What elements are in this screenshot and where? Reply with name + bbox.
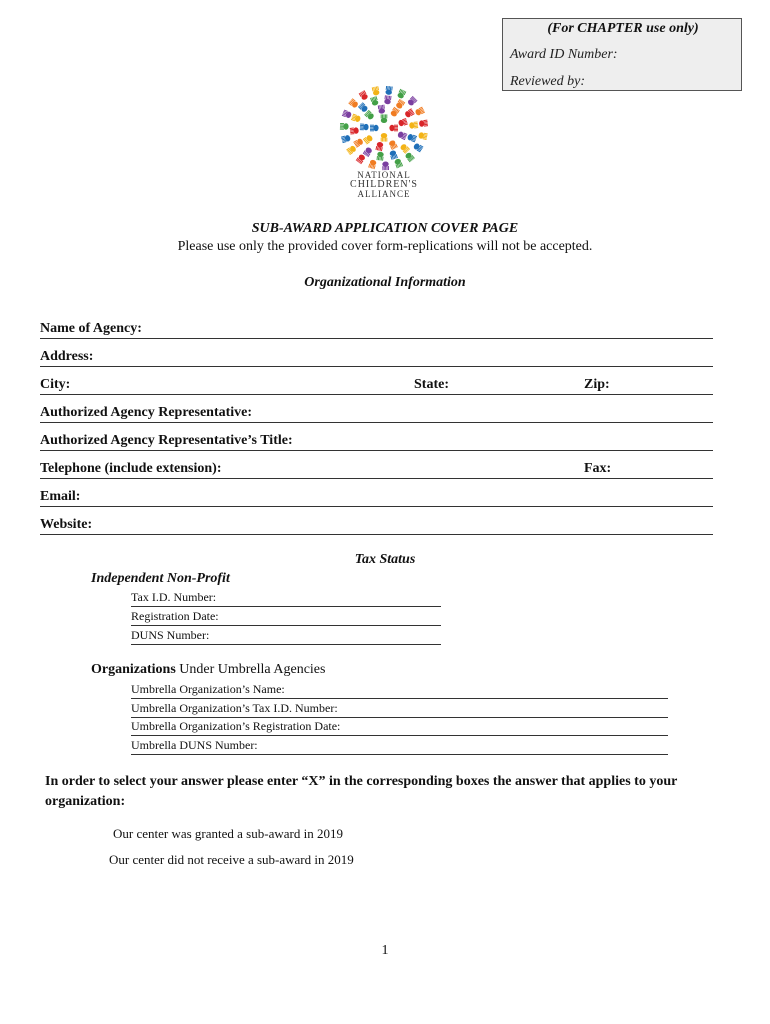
chapter-use-box (502, 18, 742, 91)
auth-rep-title-label: Authorized Agency Representative’s Title: (40, 433, 293, 448)
hand-icon (358, 102, 369, 113)
hand-icon (407, 96, 418, 107)
tax-status-heading: Tax Status (354, 552, 416, 567)
auth-rep-field[interactable] (40, 396, 713, 423)
nonprofit-heading: Independent Non-Profit (91, 571, 230, 586)
agency-name-label: Name of Agency: (40, 321, 142, 336)
agency-name-field[interactable] (40, 312, 713, 339)
hand-icon (413, 142, 424, 152)
hand-icon (382, 161, 389, 170)
hand-icon (384, 95, 392, 104)
hand-icon (360, 123, 369, 130)
hand-icon (368, 159, 377, 169)
hand-icon (341, 134, 351, 143)
tax-id-label: Tax I.D. Number: (131, 590, 217, 604)
auth-rep-label: Authorized Agency Representative: (40, 405, 253, 420)
duns-number-field[interactable] (131, 626, 441, 645)
option-not-granted[interactable]: Our center did not receive a sub-award in 2019 (109, 852, 354, 867)
umbrella-registration-date-label: Umbrella Organization’s Registration Date: (131, 719, 341, 733)
hand-icon (359, 90, 369, 101)
chapter-use-title: (For CHAPTER use only) (547, 21, 699, 36)
hand-icon (350, 127, 359, 134)
hand-icon (395, 99, 405, 110)
umbrella-tax-id-label: Umbrella Organization’s Tax I.D. Number: (131, 701, 338, 715)
hand-icon (404, 108, 415, 118)
logo-text-line3: ALLIANCE (357, 189, 411, 199)
hand-icon (346, 145, 357, 155)
address-field[interactable] (40, 340, 713, 367)
hand-icon (363, 146, 373, 157)
hand-icon (389, 150, 398, 160)
hand-icon (378, 105, 386, 114)
telephone-fax-field[interactable] (40, 452, 713, 479)
umbrella-duns-field[interactable] (131, 736, 668, 755)
hand-icon (356, 153, 366, 164)
hand-icon (348, 98, 359, 109)
hand-icon (381, 114, 388, 123)
auth-rep-title-field[interactable] (40, 424, 713, 451)
hand-icon (409, 121, 418, 128)
umbrella-heading-bold: Organizations (91, 662, 176, 677)
hand-icon (390, 107, 400, 118)
umbrella-tax-id-field[interactable] (131, 699, 668, 718)
hand-icon (351, 114, 361, 123)
city-label: City: (40, 377, 71, 392)
reviewed-by-label: Reviewed by: (510, 74, 586, 89)
hand-icon (364, 110, 375, 121)
hand-icon (372, 86, 380, 96)
umbrella-heading-rest: Under Umbrella Agencies (175, 662, 326, 677)
hand-icon (414, 107, 425, 117)
fax-label: Fax: (584, 461, 612, 476)
registration-date-field[interactable] (131, 607, 441, 626)
state-label: State: (414, 377, 449, 392)
hand-icon (418, 132, 428, 140)
umbrella-registration-date-field[interactable] (131, 717, 668, 736)
hand-icon (353, 138, 364, 148)
hand-icon (370, 96, 379, 106)
telephone-label: Telephone (include extension): (40, 461, 222, 476)
hand-icon (388, 139, 398, 150)
hand-icon (340, 123, 349, 130)
zip-label: Zip: (584, 377, 610, 392)
address-label: Address: (40, 349, 94, 364)
page-subtitle: Please use only the provided cover form-replications will not be accepted. (177, 239, 593, 254)
instructions-text: In order to select your answer please enter “X” in the corresponding boxes the answer that applies to your organization: (45, 774, 678, 809)
hand-icon (397, 89, 407, 100)
email-field[interactable] (40, 480, 713, 507)
hand-icon (419, 120, 428, 128)
tax-id-field[interactable] (131, 588, 441, 607)
page-number: 1 (381, 943, 389, 958)
hand-icon (389, 125, 398, 132)
umbrella-name-label: Umbrella Organization’s Name: (131, 682, 285, 696)
option-granted[interactable]: Our center was granted a sub-award in 2019 (113, 826, 343, 841)
logo-text-line2: CHILDREN'S (350, 179, 418, 190)
umbrella-heading (91, 662, 325, 678)
hand-icon (399, 143, 410, 154)
org-info-heading: Organizational Information (304, 275, 466, 290)
hand-icon (385, 86, 393, 95)
city-state-zip-field[interactable] (40, 368, 713, 395)
hand-icon (376, 151, 384, 160)
umbrella-name-field[interactable] (131, 680, 668, 699)
logo-text-line1: NATIONAL (357, 170, 411, 180)
hand-icon (394, 158, 403, 168)
hand-icon (342, 110, 352, 119)
website-label: Website: (40, 517, 93, 532)
hand-icon (375, 141, 383, 151)
hand-icon (407, 133, 417, 142)
hand-icon (398, 118, 408, 127)
website-field[interactable] (40, 508, 713, 535)
hand-icon (397, 131, 407, 140)
duns-number-label: DUNS Number: (131, 628, 210, 642)
hand-icon (370, 125, 379, 132)
email-label: Email: (40, 489, 81, 504)
registration-date-label: Registration Date: (131, 609, 219, 623)
award-id-label: Award ID Number: (510, 47, 618, 62)
hand-icon (363, 134, 374, 144)
page-title: SUB-AWARD APPLICATION COVER PAGE (251, 221, 519, 236)
umbrella-duns-label: Umbrella DUNS Number: (131, 738, 258, 752)
hand-icon (381, 133, 388, 142)
